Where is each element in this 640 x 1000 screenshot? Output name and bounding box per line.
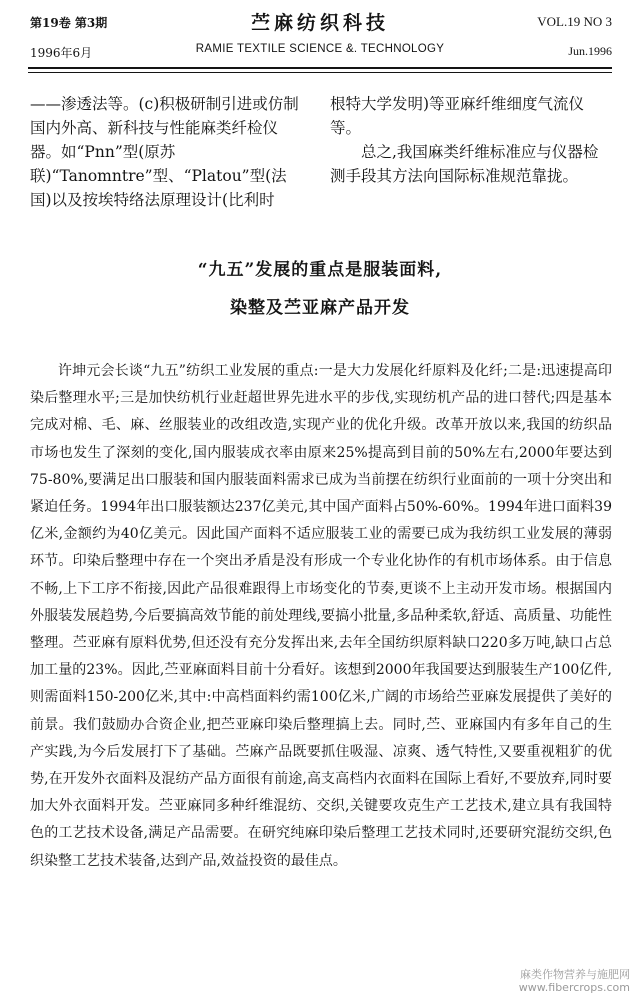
previous-article-right-column — [330, 92, 610, 188]
article-title-line2: 染整及苎亚麻产品开发 — [230, 298, 410, 318]
publication-date-cn: 1996年6月 — [30, 46, 93, 60]
volume-issue-cn: 第19卷 第3期 — [30, 16, 108, 30]
journal-header — [0, 0, 640, 70]
previous-article-left-column — [30, 92, 308, 212]
volume-issue-en: VOL.19 NO 3 — [537, 14, 612, 29]
watermark — [519, 968, 630, 994]
publication-date-en: Jun.1996 — [568, 44, 612, 58]
watermark-url: www.fibercrops.com — [518, 981, 630, 994]
previous-article-text-continued: 根特大学发明)等亚麻纤维细度气流仪等。 — [330, 95, 585, 137]
article-title-line1: “九五”发展的重点是服装面料, — [197, 260, 443, 280]
watermark-site-name: 麻类作物营养与施肥网 — [520, 968, 630, 981]
previous-article-text: ——渗透法等。(c)积极研制引进或仿制国内外高、新科技与性能麻类纤检仪器。如“Pnn”型(原苏联)“Tanomntre”型、“Platou”型(法国)以及按埃特络法原理设计(比利时 — [30, 95, 299, 209]
header-rule-thick — [28, 67, 612, 69]
header-rule-thin — [28, 72, 612, 73]
previous-article-conclusion: 总之,我国麻类纤维标准应与仪器检测手段其方法向国际标准规范靠拢。 — [330, 143, 599, 185]
article-body: 许坤元会长谈“九五”纺织工业发展的重点:一是大力发展化纤原料及化纤;二是:迅速提高印染后整理水平;三是加快纺机行业赶超世界先进水平的步伐,实现纺机产品的进口替代;四是基本完成对棉、毛、麻、丝服装业的改组改造,实现产业的优化升级。改革开放以来,我国的纺织品市场也发生了深刻的变化,国内服装成衣率由原来25%提高到目前的50%左右,2000年要达到75-80%,要满足出口服装和国内服装面料需求已成为当前摆在纺织行业面前的一项十分突出和紧迫任务。1994年出口服装额达237亿美元,其中国产面料占50%-60%。1994年进口面料39亿米,金额约为40亿美元。因此国产面料不适应服装工业的需要已成为我纺织工业发展的薄弱环节。印染后整理中存在一个突出矛盾是没有形成一个专业化协作的有机市场体系。由于信息不畅,上下工序不衔接,因此产品很难跟得上市场变化的节奏,更谈不上主动开发市场。根据国内外服装发展趋势,今后要搞高效节能的前处理线,要搞小批量,多品种柔软,舒适、高质量、功能性整理。苎亚麻有原料优势,但还没有充分发挥出来,去年全国纺织原料缺口220多万吨,缺口占总加工量的23%。因此,苎亚麻面料目前十分看好。该想到2000年我国要达到服装生产100亿件,则需面料150-200亿米,其中:中高档面料约需100亿米,广阔的市场给苎亚麻发展提供了美好的前景。我们鼓励办合资企业,把苎亚麻印染后整理搞上去。同时,苎、亚麻国内有多年自己的生产实践,为今后发展打下了基础。苎麻产品既要抓住吸湿、凉爽、透气特性,又要重视粗犷的优势,在开发外衣面料及混纺产品方面很有前途,高支高档内衣面料在国际上看好,不要放弃,同时要加大外衣面料开发。苎亚麻同多种纤维混纺、交织,关键要攻克生产工艺技术,建立具有我国特色的工艺技术设备,满足产品需要。在研究纯麻印染后整理工艺技术同时,还要研究混纺交织,色织染整工艺技术装备,达到产品,效益投资的最佳点。 — [30, 363, 612, 869]
journal-title-cn: 苎麻纺织科技 — [250, 12, 389, 34]
journal-title-en: RAMIE TEXTILE SCIENCE &. TECHNOLOGY — [195, 43, 445, 55]
